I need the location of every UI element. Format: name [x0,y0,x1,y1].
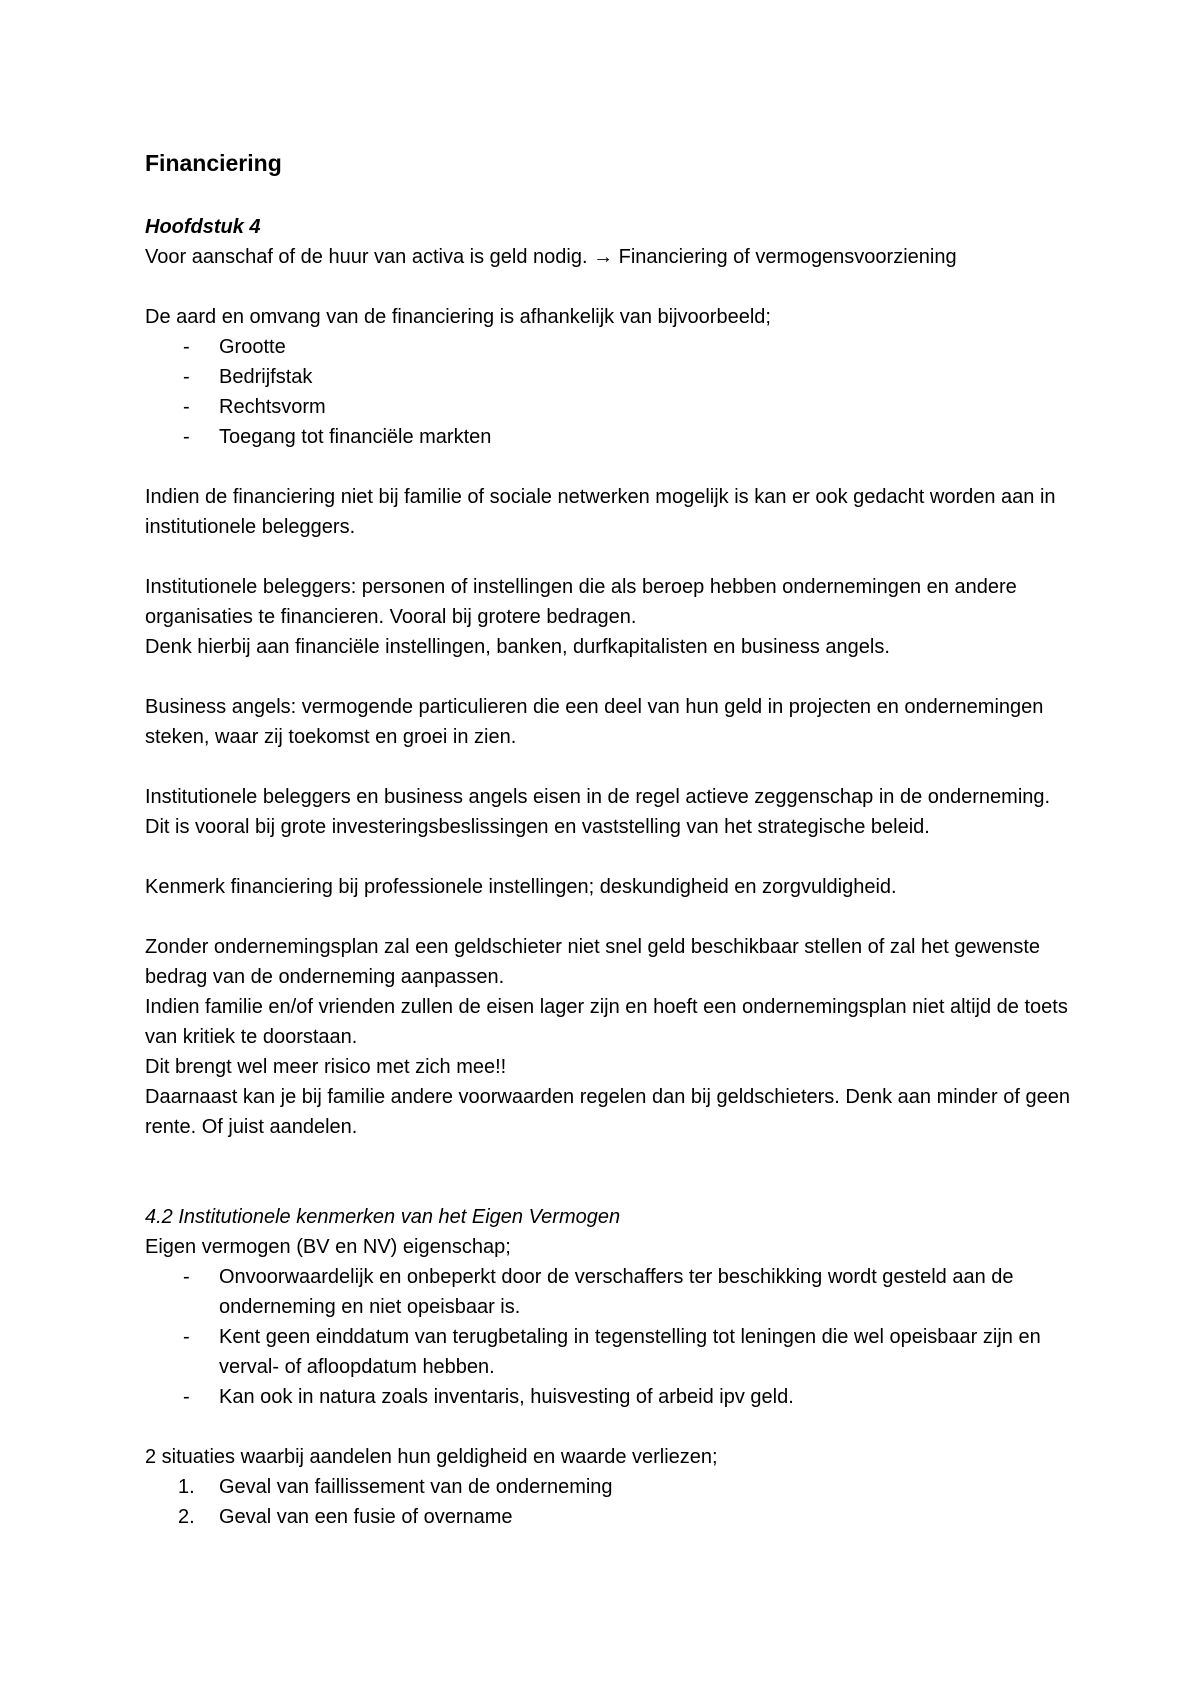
spacer [145,1142,1080,1202]
list-item-text: Onvoorwaardelijk en onbeperkt door de verschaffers ter beschikking wordt gesteld aan de onderneming en niet opeisbaar is. [219,1266,1014,1318]
number-marker: 1. [178,1476,195,1498]
bullet-marker: - [183,426,190,448]
list-item [145,1322,1080,1382]
factors-list [145,332,1080,452]
bullet-marker: - [183,1266,190,1288]
list-item [145,422,1080,452]
section-heading: 4.2 Institutionele kenmerken van het Eigen Vermogen [145,1206,621,1228]
paragraph-control: Institutionele beleggers en business angels eisen in de regel actieve zeggenschap in de onderneming. Dit is vooral bij grote investeringsbeslissingen en vaststelling van het strategische beleid. [145,786,1051,838]
bullet-marker: - [183,366,190,388]
situations-list [145,1472,1080,1532]
situations-intro: 2 situaties waarbij aandelen hun geldigheid en waarde verliezen; [145,1446,718,1468]
document-title: Financiering [145,150,282,176]
list-item [145,362,1080,392]
paragraph-plan-1: Zonder ondernemingsplan zal een geldschieter niet snel geld beschikbaar stellen of zal het gewenste bedrag van de onderneming aanpassen. [145,936,1041,988]
bullet-marker: - [183,1326,190,1348]
spacer [145,842,1080,872]
list-item-text: Geval van faillissement van de onderneming [219,1476,613,1498]
paragraph-plan-4: Daarnaast kan je bij familie andere voorwaarden regelen dan bij geldschieters. Denk aan minder of geen rente. Of juist aandelen. [145,1086,1070,1138]
list-item [145,392,1080,422]
list-item [145,1262,1080,1322]
list-item [145,1502,1080,1532]
paragraph-institutional-intro: Indien de financiering niet bij familie of sociale netwerken mogelijk is kan er ook gedacht worden aan in institutionele beleggers. [145,486,1056,538]
number-marker: 2. [178,1506,195,1528]
factors-intro: De aard en omvang van de financiering is afhankelijk van bijvoorbeeld; [145,306,771,328]
intro-line: Voor aanschaf of de huur van activa is geld nodig. → Financiering of vermogensvoorziening [145,246,957,268]
bullet-marker: - [183,396,190,418]
spacer [145,752,1080,782]
paragraph-business-angels: Business angels: vermogende particulieren die een deel van hun geld in projecten en ondernemingen steken, waar zij toekomst en groei in zien. [145,696,1044,748]
equity-properties-list [145,1262,1080,1412]
spacer [145,902,1080,932]
chapter-heading: Hoofdstuk 4 [145,216,261,238]
paragraph-plan-2: Indien familie en/of vrienden zullen de eisen lager zijn en hoeft een ondernemingsplan niet altijd de toets van kritiek te doorstaan. [145,996,1068,1048]
spacer [145,542,1080,572]
list-item [145,1472,1080,1502]
list-item [145,332,1080,362]
paragraph-institutional-definition: Institutionele beleggers: personen of instellingen die als beroep hebben ondernemingen en andere organisaties te financieren. Vooral bij grotere bedragen. [145,576,1017,628]
spacer [145,452,1080,482]
paragraph-institutional-examples: Denk hierbij aan financiële instellingen, banken, durfkapitalisten en business angels. [145,636,890,658]
list-item [145,1382,1080,1412]
list-item-text: Geval van een fusie of overname [219,1506,513,1528]
bullet-marker: - [183,1386,190,1408]
spacer [145,272,1080,302]
section-intro: Eigen vermogen (BV en NV) eigenschap; [145,1236,511,1258]
paragraph-plan-3: Dit brengt wel meer risico met zich mee!! [145,1056,507,1078]
list-item-text: Grootte [219,336,286,358]
list-item-text: Kent geen einddatum van terugbetaling in tegenstelling tot leningen die wel opeisbaar zijn en verval- of afloopdatum hebben. [219,1326,1041,1378]
list-item-text: Rechtsvorm [219,396,326,418]
list-item-text: Bedrijfstak [219,366,313,388]
list-item-text: Toegang tot financiële markten [219,426,492,448]
bullet-marker: - [183,336,190,358]
paragraph-kenmerk: Kenmerk financiering bij professionele instellingen; deskundigheid en zorgvuldigheid. [145,876,897,898]
list-item-text: Kan ook in natura zoals inventaris, huisvesting of arbeid ipv geld. [219,1386,794,1408]
spacer [145,1412,1080,1442]
spacer [145,662,1080,692]
